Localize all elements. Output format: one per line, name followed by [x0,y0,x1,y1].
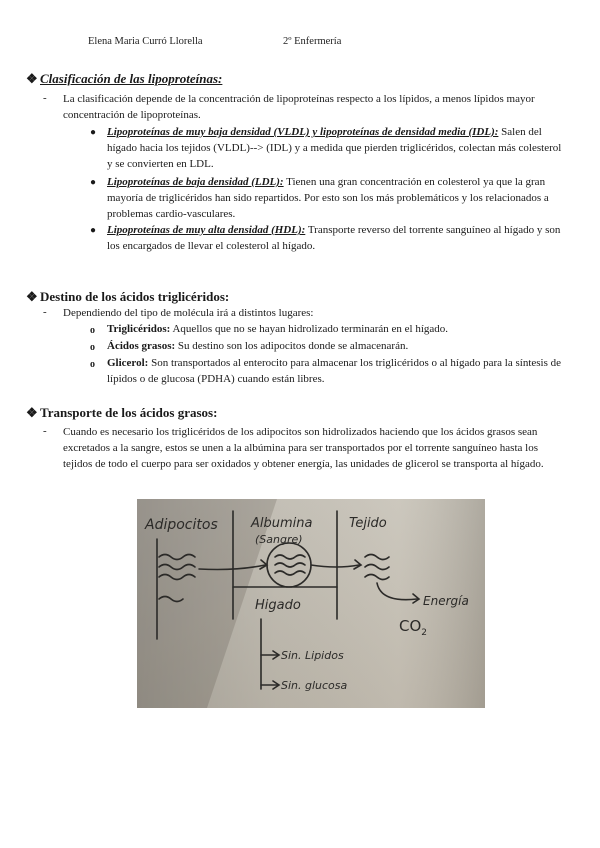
sketch-label-sin-glucosa: Sin. glucosa [281,679,348,692]
circle-bullet-icon: o [90,342,95,353]
dash-bullet-icon: - [43,306,47,318]
sketch-label-adipocitos: Adipocitos [145,517,218,533]
diamond-bullet-icon: ❖ [26,289,38,304]
section2-intro: Dependiendo del tipo de molécula irá a distintos lugares: [63,307,314,319]
lipoprotein-item-vldl-idl [107,124,567,172]
disc-bullet-icon: ● [90,177,97,188]
item-term: Lipoproteínas de muy baja densidad (VLDL) y lipoproteínas de densidad media (IDL): [107,126,499,138]
sketch-label-energia: Energía [423,594,469,608]
diamond-bullet-icon: ❖ [26,405,38,420]
course-name: 2º Enfermería [283,36,342,47]
disc-bullet-icon: ● [90,225,97,236]
dash-bullet-icon: - [43,425,47,437]
destino-item-acidos-grasos: Ácidos grasos: Su destino son los adipocitos donde se almacenarán. [107,340,409,352]
lipoprotein-item-hdl [107,222,567,254]
destino-item-glicerol: Glicerol: Son transportados al enterocito para almacenar los triglicéridos o al hígado para la síntesis de lípidos o de glucosa (PDHA) cuando están libres. [107,357,562,385]
disc-bullet-icon: ● [90,127,97,138]
destino-item-trigliceridos: Triglicéridos: Aquellos que no se hayan hidrolizado terminarán en el hígado. [107,323,449,335]
item-text: Tienen una gran concentración en colesterol ya que la gran mayoría de triglicéridos han sido repartidos. Por esto son los más problemáticos y los relacionados a problemas cardio-vasculares. [107,176,549,220]
section-title-transporte: ❖ Transporte de los ácidos grasos: [26,405,218,420]
handwritten-diagram-photo [137,499,485,708]
item-term: Lipoproteínas de muy alta densidad (HDL): [107,224,306,236]
circle-bullet-icon: o [90,325,95,336]
sketch-label-albumina: Albumina [251,516,313,531]
lipoprotein-item-ldl [107,174,567,222]
sketch-svg [137,499,485,708]
item-text: Salen del hígado hacia los tejidos (VLDL)--> (IDL) y a medida que pierden triglicéridos, colectan más colesterol y se convierten en LDL. [107,126,562,170]
item-text: Transporte reverso del torrente sanguíneo al hígado y son los encargados de llevar el colesterol al hígado. [107,224,561,252]
circle-bullet-icon: o [90,359,95,370]
sketch-label-higado: Higado [255,598,301,613]
section1-intro: La clasificación depende de la concentración de lipoproteínas respecto a los lípidos, a menos lípidos mayor concentración de lipoproteínas. [63,93,535,121]
item-term: Lipoproteínas de baja densidad (LDL): [107,176,284,188]
section-title-destino: ❖ Destino de los ácidos triglicéridos: [26,289,230,304]
sketch-label-tejido: Tejido [349,516,387,531]
sketch-label-sin-lipidos: Sin. Lipidos [281,649,344,662]
dash-bullet-icon: - [43,92,47,104]
diamond-bullet-icon: ❖ [26,71,38,86]
section-title-clasificacion: ❖ Clasificación de las lipoproteínas: [26,71,223,86]
section3-intro: Cuando es necesario los triglicéridos de los adipocitos son hidrolizados haciendo que los ácidos grasos sean excretados a la sangre, estos se unen a la albúmina para ser transportados por el torrente sanguíneo hasta los tejidos de todo el cuerpo para ser oxidados y obtener energía, las unidades de glicerol se transporta al hígado. [63,426,544,470]
author-name: Elena Maria Curró Llorella [88,36,203,47]
sketch-label-co2: $CO_2$ [399,617,428,638]
sketch-label-sangre: (Sangre) [255,533,303,546]
